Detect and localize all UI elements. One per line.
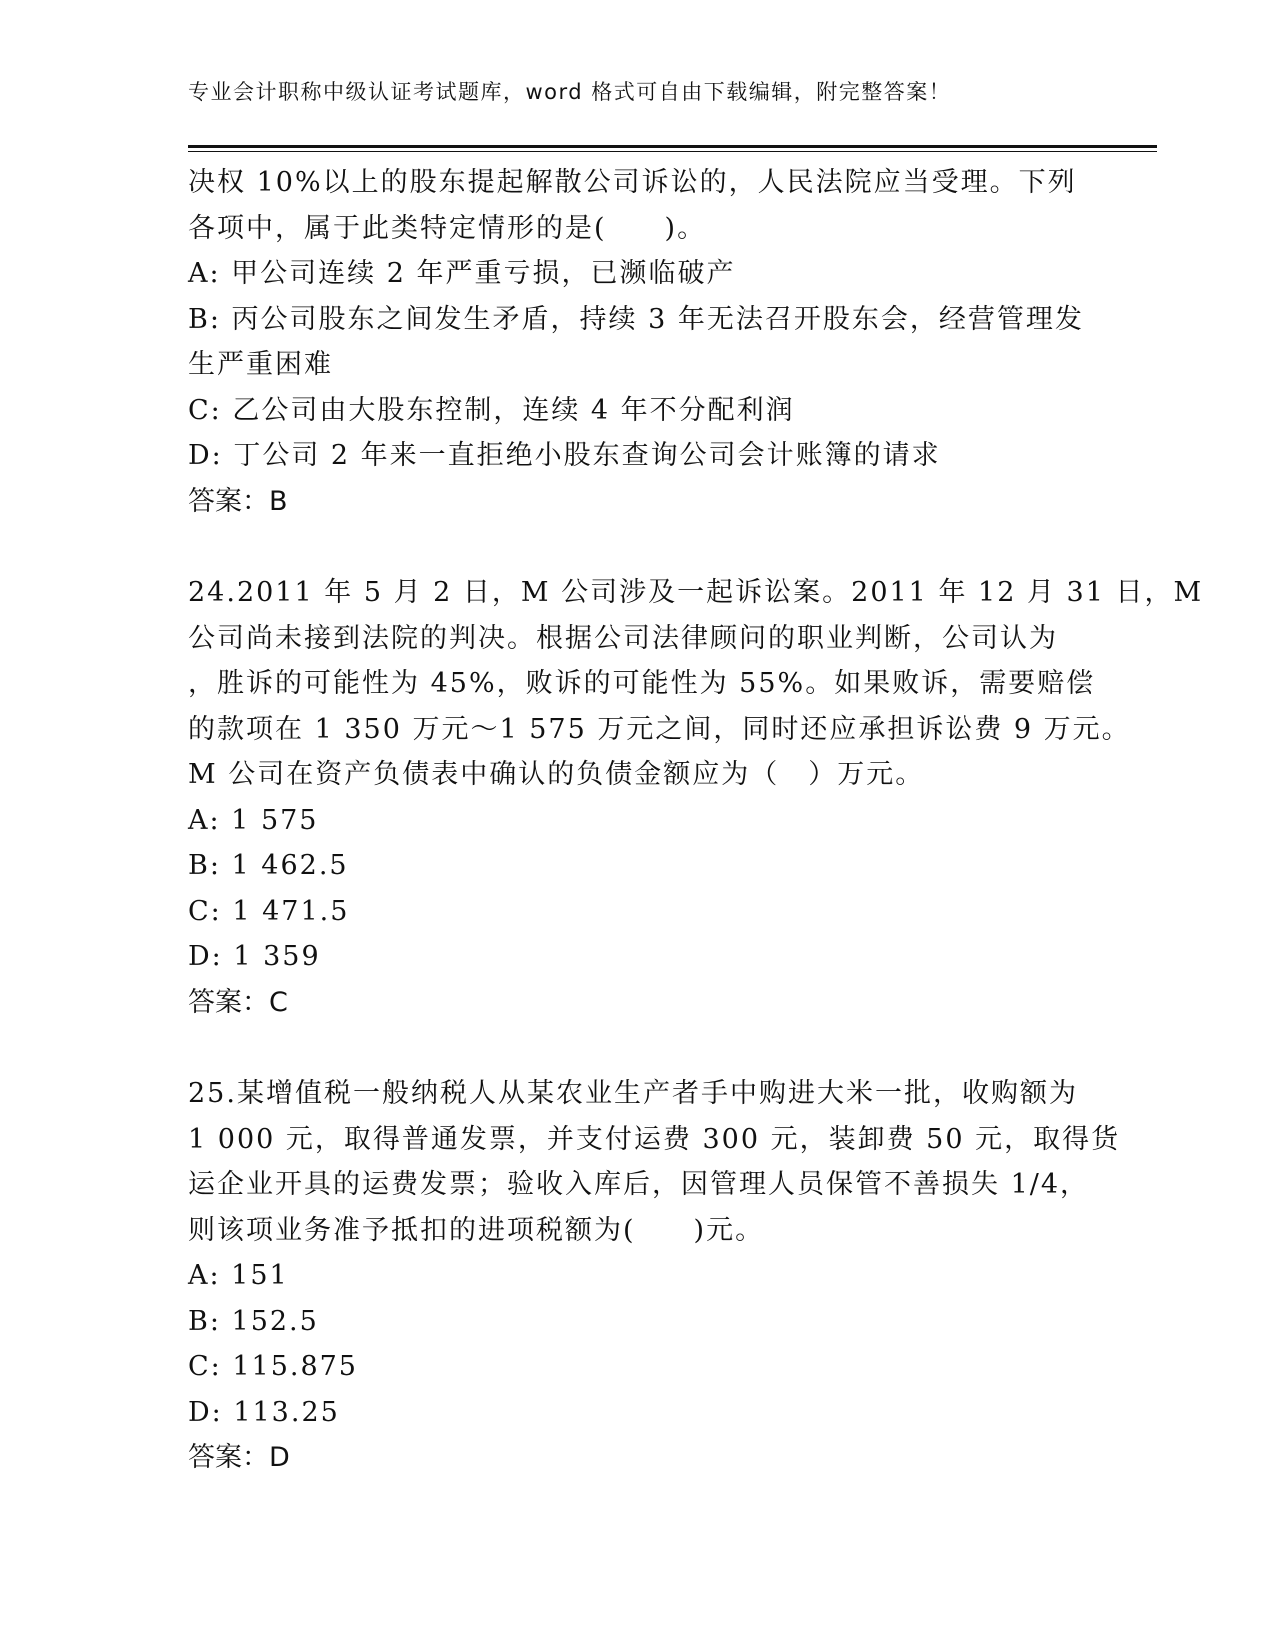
option-b-continued: 生严重困难 xyxy=(188,349,333,380)
question-item xyxy=(188,160,1088,524)
answer-label: 答案：C xyxy=(188,986,288,1018)
option-d: D: 1 359 xyxy=(188,941,321,972)
question-stem-line: ，胜诉的可能性为 45%，败诉的可能性为 55%。如果败诉，需要赔偿 xyxy=(188,668,1096,699)
option-d: D: 丁公司 2 年来一直拒绝小股东查询公司会计账簿的请求 xyxy=(188,440,941,471)
question-stem-line: 25.某增值税一般纳税人从某农业生产者手中购进大米一批，收购额为 xyxy=(188,1078,1078,1109)
option-b: B: 1 462.5 xyxy=(188,850,349,881)
question-stem-line: 各项中，属于此类特定情形的是( )。 xyxy=(188,212,707,244)
option-b: B: 152.5 xyxy=(188,1305,319,1337)
option-b: B: 丙公司股东之间发生矛盾，持续 3 年无法召开股东会，经营管理发 xyxy=(188,303,1084,335)
question-stem-line: 1 000 元，取得普通发票，并支付运费 300 元，装卸费 50 元，取得货 xyxy=(188,1123,1121,1155)
question-stem-line: 24.2011 年 5 月 2 日，M 公司涉及一起诉讼案。2011 年 12 月 31 日，M xyxy=(188,577,1204,608)
header-rule-thick xyxy=(188,145,1157,148)
header-rule-thin xyxy=(188,151,1157,152)
option-c: C: 115.875 xyxy=(188,1351,358,1382)
answer-label: 答案：D xyxy=(188,1442,290,1473)
question-stem-line: M 公司在资产负债表中确认的负债金额应为（ ）万元。 xyxy=(188,759,925,790)
option-d: D: 113.25 xyxy=(188,1396,340,1428)
option-c: C: 乙公司由大股东控制，连续 4 年不分配利润 xyxy=(188,394,795,426)
question-spacer xyxy=(188,524,1088,570)
question-item xyxy=(188,570,1204,1025)
option-a: A: 151 xyxy=(188,1260,289,1291)
option-c: C: 1 471.5 xyxy=(188,895,350,927)
question-spacer xyxy=(188,1025,1088,1071)
question-list xyxy=(188,160,1204,1481)
question-item xyxy=(188,1071,1121,1481)
answer-label: 答案：B xyxy=(188,485,288,517)
question-stem-line: 决权 10%以上的股东提起解散公司诉讼的，人民法院应当受理。下列 xyxy=(188,167,1077,198)
question-stem-line: 的款项在 1 350 万元～1 575 万元之间，同时还应承担诉讼费 9 万元。 xyxy=(188,713,1131,745)
page-header-text: 专业会计职称中级认证考试题库，word 格式可自由下载编辑，附完整答案！ xyxy=(188,80,952,104)
option-a: A: 1 575 xyxy=(188,804,319,836)
question-stem-line: 运企业开具的运费发票；验收入库后，因管理人员保管不善损失 1/4， xyxy=(188,1169,1090,1200)
question-stem-line: 则该项业务准予抵扣的进项税额为( )元。 xyxy=(188,1214,765,1246)
question-stem-line: 公司尚未接到法院的判决。根据公司法律顾问的职业判断，公司认为 xyxy=(188,622,1058,654)
option-a: A: 甲公司连续 2 年严重亏损，已濒临破产 xyxy=(188,258,736,289)
